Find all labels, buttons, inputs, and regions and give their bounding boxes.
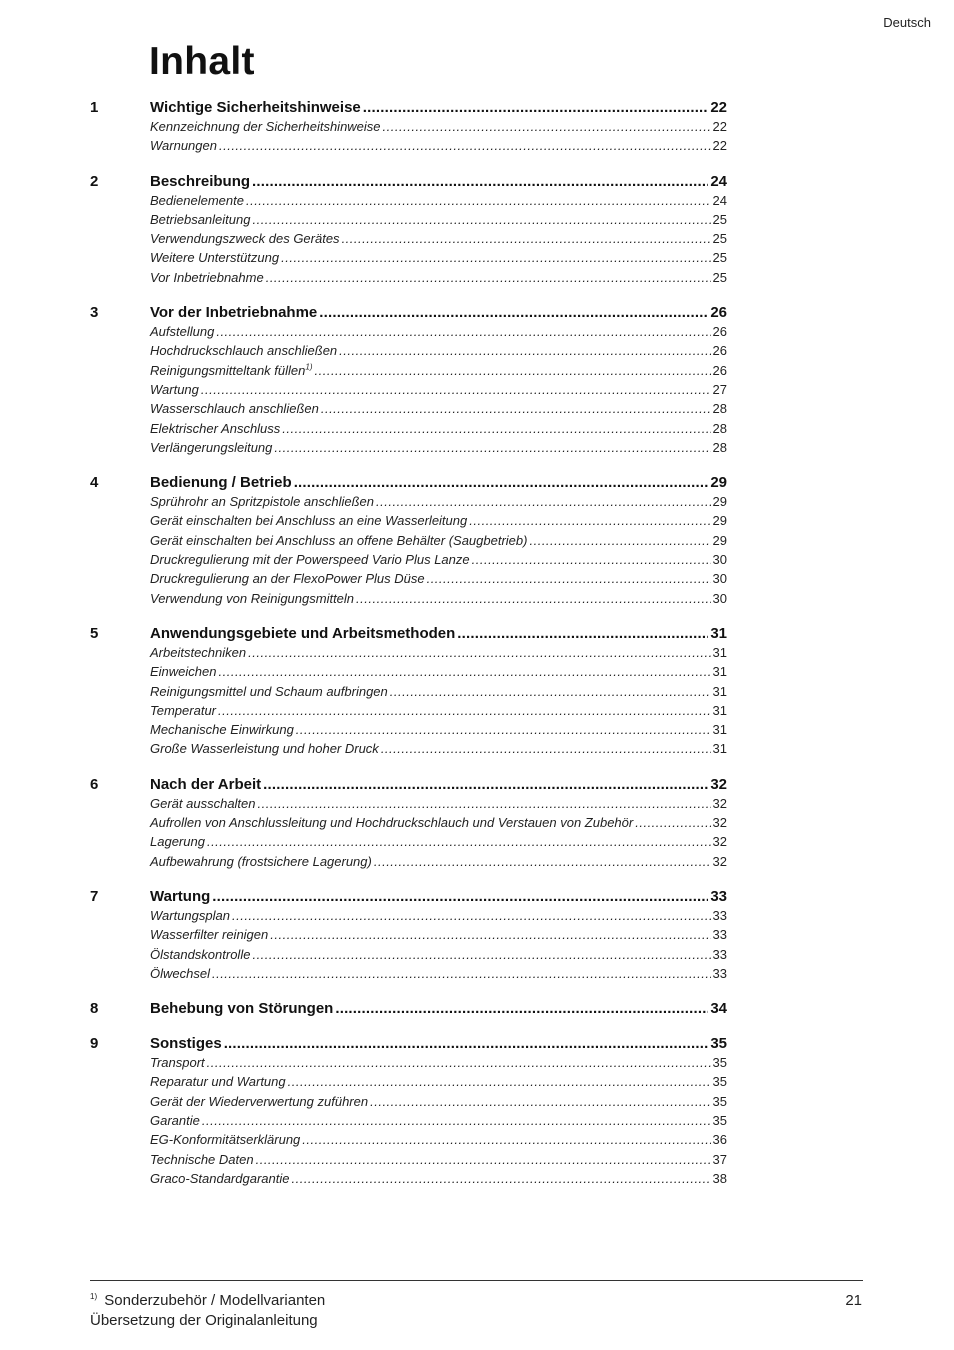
- toc-subentry[interactable]: [90, 440, 727, 459]
- subentry-page: 28: [712, 439, 727, 455]
- subentry-label: Druckregulierung mit der Powerspeed Vario Plus Lanze: [150, 552, 470, 568]
- toc-subentry[interactable]: [90, 343, 727, 362]
- subentry-page: 32: [712, 834, 727, 850]
- subentry-page: 29: [712, 494, 727, 510]
- subentry-title: [150, 138, 217, 153]
- subentry-label: Arbeitstechniken: [150, 644, 247, 660]
- translation-note: Übersetzung der Originalanleitung: [90, 1312, 318, 1329]
- subentry-title: [150, 440, 272, 455]
- toc-subentry[interactable]: [90, 684, 727, 703]
- subentry-title: [150, 231, 340, 246]
- subentry-page: 26: [712, 362, 727, 378]
- chapter-number: 9: [90, 1035, 99, 1053]
- leader-dots: [376, 494, 711, 509]
- subentry-title: [150, 741, 379, 756]
- subentry-label: Ölstandskontrolle: [150, 946, 251, 962]
- leader-dots: [201, 382, 711, 397]
- chapter-number: 5: [90, 624, 99, 642]
- subentry-page: 25: [712, 269, 727, 285]
- leader-dots: [315, 363, 711, 378]
- chapter-page: 22: [710, 99, 727, 116]
- toc-subentry[interactable]: [90, 231, 727, 250]
- toc-subentry[interactable]: [90, 270, 727, 289]
- toc-subentry[interactable]: [90, 703, 727, 722]
- subentry-page: 35: [712, 1055, 727, 1071]
- subentry-page: 31: [712, 722, 727, 738]
- leader-dots: [374, 854, 711, 869]
- leader-dots: [294, 474, 709, 491]
- toc-subentry[interactable]: [90, 324, 727, 343]
- subentry-title: [150, 1055, 205, 1070]
- subentry-title: [150, 854, 372, 869]
- toc-section: [90, 304, 727, 459]
- subentry-label: Sprührohr an Spritzpistole anschließen: [150, 494, 375, 510]
- subentry-title: [150, 591, 354, 606]
- leader-dots: [219, 138, 711, 153]
- subentry-label: Gerät einschalten bei Anschluss an offene Behälter (Saugbetrieb): [150, 532, 528, 548]
- subentry-page: 35: [712, 1074, 727, 1090]
- leader-dots: [207, 1055, 711, 1070]
- subentry-label: Lagerung: [150, 834, 205, 850]
- subentry-label: Große Wasserleistung und hoher Druck: [150, 741, 379, 757]
- subentry-page: 27: [712, 381, 727, 397]
- subentry-label: Betriebsanleitung: [150, 211, 251, 227]
- subentry-page: 31: [712, 702, 727, 718]
- toc-chapter-entry[interactable]: [90, 625, 727, 645]
- toc-section: [90, 888, 727, 985]
- subentry-title: [150, 1171, 289, 1186]
- leader-dots: [319, 304, 708, 321]
- toc-subentry[interactable]: [90, 834, 727, 853]
- leader-dots: [339, 343, 710, 358]
- chapter-title: Wartung: [150, 887, 211, 905]
- subentry-page: 31: [712, 644, 727, 660]
- subentry-title: [150, 815, 633, 830]
- subentry-label: Gerät einschalten bei Anschluss an eine Wasserleitung: [150, 513, 468, 529]
- leader-dots: [472, 552, 711, 567]
- subentry-page: 29: [712, 513, 727, 529]
- toc-section: [90, 776, 727, 873]
- toc-subentry[interactable]: [90, 1074, 727, 1093]
- subentry-label: Bedienelemente: [150, 192, 244, 208]
- footnote-ref: 1): [305, 362, 313, 372]
- leader-dots: [383, 119, 711, 134]
- toc-subentry[interactable]: [90, 645, 727, 664]
- leader-dots: [302, 1132, 710, 1147]
- subentry-title: [150, 250, 279, 265]
- subentry-title: [150, 1113, 200, 1128]
- subentry-label: Transport: [150, 1055, 205, 1071]
- leader-dots: [370, 1094, 710, 1109]
- subentry-page: 31: [712, 664, 727, 680]
- subentry-label: Aufbewahrung (frostsichere Lagerung): [150, 853, 372, 869]
- subentry-page: 36: [712, 1132, 727, 1148]
- leader-dots: [635, 815, 710, 830]
- subentry-label: Reinigungsmitteltank füllen: [150, 362, 306, 378]
- subentry-title: [150, 382, 199, 397]
- chapter-number: 6: [90, 775, 99, 793]
- subentry-page: 22: [712, 119, 727, 134]
- toc-subentry[interactable]: [90, 854, 727, 873]
- subentry-label: Verwendungszweck des Gerätes: [150, 231, 340, 247]
- toc-chapter-entry[interactable]: [90, 776, 727, 796]
- toc-subentry[interactable]: [90, 927, 727, 946]
- chapter-number: 8: [90, 1000, 99, 1018]
- chapter-number: 7: [90, 887, 99, 905]
- toc-chapter-entry[interactable]: [90, 1000, 727, 1020]
- subentry-title: [150, 363, 313, 378]
- leader-dots: [256, 1152, 711, 1167]
- subentry-label: Einweichen: [150, 664, 217, 680]
- subentry-page: 26: [712, 343, 727, 359]
- chapter-page: 32: [710, 775, 727, 793]
- subentry-label: Weitere Unterstützung: [150, 250, 280, 266]
- subentry-page: 30: [712, 552, 727, 568]
- toc-subentry[interactable]: [90, 513, 727, 532]
- subentry-page: 30: [712, 590, 727, 606]
- leader-dots: [529, 533, 710, 548]
- subentry-title: [150, 533, 527, 548]
- toc-subentry[interactable]: [90, 138, 727, 157]
- leader-dots: [321, 401, 711, 416]
- toc-subentry[interactable]: [90, 947, 727, 966]
- chapter-page: 31: [710, 624, 727, 642]
- toc-chapter-entry[interactable]: [90, 173, 727, 193]
- chapter-title: Sonstiges: [150, 1035, 222, 1053]
- subentry-label: Wasserschlauch anschließen: [150, 401, 319, 417]
- toc-section: [90, 1035, 727, 1190]
- toc-subentry[interactable]: [90, 664, 727, 683]
- leader-dots: [252, 947, 710, 962]
- footnote: [90, 1292, 325, 1309]
- subentry-label: Aufrollen von Anschlussleitung und Hochdruckschlauch und Verstauen von Zubehör: [150, 815, 634, 831]
- chapter-title: Behebung von Störungen: [150, 1000, 334, 1018]
- subentry-label: Aufstellung: [150, 324, 215, 340]
- subentry-title: [150, 796, 256, 811]
- footnote-text: Sonderzubehör / Modellvarianten: [104, 1292, 326, 1309]
- subentry-page: 33: [712, 946, 727, 962]
- subentry-label: Hochdruckschlauch anschließen: [150, 343, 338, 359]
- toc-section: [90, 99, 727, 158]
- subentry-label: Druckregulierung an der FlexoPower Plus Düse: [150, 571, 425, 587]
- toc-subentry[interactable]: [90, 591, 727, 610]
- toc-subentry[interactable]: [90, 494, 727, 513]
- toc-subentry[interactable]: [90, 1152, 727, 1171]
- leader-dots: [263, 776, 708, 793]
- table-of-contents: [90, 99, 727, 1205]
- toc-subentry[interactable]: [90, 815, 727, 834]
- leader-dots: [216, 324, 710, 339]
- subentry-title: [150, 664, 217, 679]
- leader-dots: [288, 1074, 711, 1089]
- toc-subentry[interactable]: [90, 1132, 727, 1151]
- subentry-label: Verlängerungsleitung: [150, 439, 273, 455]
- toc-subentry[interactable]: [90, 1113, 727, 1132]
- subentry-title: [150, 703, 216, 718]
- toc-chapter-entry[interactable]: [90, 1035, 727, 1055]
- leader-dots: [270, 927, 710, 942]
- chapter-page: 26: [710, 304, 727, 322]
- subentry-page: 22: [712, 138, 727, 154]
- toc-subentry[interactable]: [90, 741, 727, 760]
- subentry-page: 25: [712, 250, 727, 266]
- subentry-label: Gerät ausschalten: [150, 795, 256, 811]
- leader-dots: [207, 834, 711, 849]
- toc-chapter-entry[interactable]: [90, 99, 727, 119]
- subentry-page: 32: [712, 853, 727, 869]
- subentry-label: EG-Konformitätserklärung: [150, 1132, 301, 1148]
- subentry-page: 25: [712, 231, 727, 247]
- chapter-number: 4: [90, 474, 99, 492]
- leader-dots: [427, 571, 711, 586]
- leader-dots: [282, 421, 710, 436]
- leader-dots: [212, 966, 711, 981]
- subentry-page: 32: [712, 795, 727, 811]
- subentry-page: 28: [712, 420, 727, 436]
- toc-subentry[interactable]: [90, 382, 727, 401]
- page-title: Inhalt: [149, 40, 255, 83]
- subentry-page: 33: [712, 907, 727, 923]
- subentry-label: Garantie: [150, 1112, 200, 1128]
- chapter-title: Wichtige Sicherheitshinweise: [150, 99, 361, 116]
- toc-section: [90, 173, 727, 289]
- leader-dots: [342, 231, 711, 246]
- toc-chapter-entry[interactable]: [90, 888, 727, 908]
- subentry-page: 30: [712, 571, 727, 587]
- subentry-title: [150, 193, 244, 208]
- subentry-page: 28: [712, 401, 727, 417]
- subentry-page: 24: [712, 192, 727, 208]
- leader-dots: [381, 741, 711, 756]
- subentry-label: Technische Daten: [150, 1151, 254, 1167]
- toc-subentry[interactable]: [90, 119, 727, 138]
- subentry-title: [150, 1152, 254, 1167]
- subentry-title: [150, 645, 246, 660]
- leader-dots: [356, 591, 710, 606]
- subentry-label: Wasserfilter reinigen: [150, 927, 269, 943]
- toc-section: [90, 474, 727, 610]
- toc-subentry[interactable]: [90, 250, 727, 269]
- subentry-title: [150, 552, 470, 567]
- footer-divider: [90, 1280, 863, 1281]
- subentry-page: 32: [712, 815, 727, 831]
- leader-dots: [457, 625, 708, 642]
- subentry-label: Graco-Standardgarantie: [150, 1170, 290, 1186]
- subentry-page: 33: [712, 965, 727, 981]
- page-number: 21: [845, 1292, 862, 1309]
- subentry-label: Verwendung von Reinigungsmitteln: [150, 590, 355, 606]
- toc-subentry[interactable]: [90, 1055, 727, 1074]
- leader-dots: [281, 250, 710, 265]
- leader-dots: [274, 440, 710, 455]
- subentry-title: [150, 324, 214, 339]
- chapter-number: 2: [90, 172, 99, 190]
- subentry-title: [150, 908, 230, 923]
- subentry-page: 35: [712, 1112, 727, 1128]
- subentry-label: Mechanische Einwirkung: [150, 722, 294, 738]
- subentry-label: Warnungen: [150, 138, 217, 154]
- subentry-page: 26: [712, 324, 727, 340]
- subentry-title: [150, 421, 280, 436]
- leader-dots: [469, 513, 710, 528]
- subentry-title: [150, 1132, 300, 1147]
- chapter-title: Beschreibung: [150, 172, 251, 190]
- subentry-title: [150, 513, 467, 528]
- leader-dots: [363, 99, 709, 116]
- subentry-title: [150, 966, 210, 981]
- leader-dots: [218, 703, 711, 718]
- subentry-page: 31: [712, 741, 727, 757]
- subentry-title: [150, 834, 205, 849]
- toc-section: [90, 625, 727, 761]
- subentry-label: Reparatur und Wartung: [150, 1074, 286, 1090]
- subentry-title: [150, 494, 374, 509]
- subentry-title: [150, 119, 381, 134]
- leader-dots: [335, 1000, 708, 1017]
- leader-dots: [390, 684, 711, 699]
- chapter-number: 3: [90, 304, 99, 322]
- subentry-title: [150, 684, 388, 699]
- toc-section: [90, 1000, 727, 1020]
- subentry-title: [150, 270, 264, 285]
- leader-dots: [291, 1171, 710, 1186]
- toc-subentry[interactable]: [90, 193, 727, 212]
- toc-subentry[interactable]: [90, 796, 727, 815]
- leader-dots: [212, 888, 708, 905]
- leader-dots: [266, 270, 711, 285]
- toc-subentry[interactable]: [90, 363, 727, 382]
- toc-subentry[interactable]: [90, 552, 727, 571]
- subentry-page: 33: [712, 927, 727, 943]
- subentry-title: [150, 1094, 368, 1109]
- subentry-label: Wartung: [150, 381, 199, 397]
- subentry-title: [150, 343, 337, 358]
- subentry-label: Kennzeichnung der Sicherheitshinweise: [150, 119, 381, 134]
- subentry-title: [150, 212, 250, 227]
- toc-subentry[interactable]: [90, 571, 727, 590]
- subentry-label: Wartungsplan: [150, 907, 230, 923]
- chapter-title: Nach der Arbeit: [150, 775, 262, 793]
- leader-dots: [246, 193, 711, 208]
- subentry-title: [150, 1074, 286, 1089]
- leader-dots: [296, 722, 711, 737]
- toc-subentry[interactable]: [90, 1171, 727, 1190]
- subentry-title: [150, 722, 294, 737]
- subentry-title: [150, 401, 319, 416]
- subentry-page: 29: [712, 532, 727, 548]
- subentry-title: [150, 927, 268, 942]
- subentry-title: [150, 571, 425, 586]
- chapter-page: 35: [710, 1035, 727, 1053]
- chapter-number: 1: [90, 99, 99, 116]
- subentry-page: 37: [712, 1151, 727, 1167]
- leader-dots: [248, 645, 710, 660]
- toc-subentry[interactable]: [90, 1094, 727, 1113]
- chapter-title: Bedienung / Betrieb: [150, 474, 292, 492]
- subentry-page: 25: [712, 211, 727, 227]
- chapter-title: Anwendungsgebiete und Arbeitsmethoden: [150, 624, 456, 642]
- toc-subentry[interactable]: [90, 966, 727, 985]
- subentry-page: 38: [712, 1170, 727, 1186]
- subentry-page: 35: [712, 1093, 727, 1109]
- leader-dots: [258, 796, 711, 811]
- chapter-page: 34: [710, 1000, 727, 1018]
- toc-subentry[interactable]: [90, 533, 727, 552]
- toc-subentry[interactable]: [90, 401, 727, 420]
- chapter-page: 33: [710, 887, 727, 905]
- subentry-label: Temperatur: [150, 702, 216, 718]
- toc-chapter-entry[interactable]: [90, 474, 727, 494]
- toc-subentry[interactable]: [90, 908, 727, 927]
- leader-dots: [252, 212, 710, 227]
- chapter-title: Vor der Inbetriebnahme: [150, 304, 318, 322]
- language-label: Deutsch: [883, 15, 931, 30]
- subentry-label: Gerät der Wiederverwertung zuführen: [150, 1093, 369, 1109]
- subentry-title: [150, 947, 250, 962]
- toc-chapter-entry[interactable]: [90, 304, 727, 324]
- leader-dots: [219, 664, 711, 679]
- leader-dots: [252, 173, 708, 190]
- subentry-label: Elektrischer Anschluss: [150, 420, 281, 436]
- leader-dots: [232, 908, 711, 923]
- leader-dots: [224, 1035, 709, 1052]
- toc-subentry[interactable]: [90, 212, 727, 231]
- chapter-page: 24: [710, 172, 727, 190]
- toc-subentry[interactable]: [90, 722, 727, 741]
- toc-subentry[interactable]: [90, 421, 727, 440]
- chapter-page: 29: [710, 474, 727, 492]
- footnote-marker: 1): [90, 1292, 98, 1301]
- subentry-label: Reinigungsmittel und Schaum aufbringen: [150, 683, 388, 699]
- subentry-label: Vor Inbetriebnahme: [150, 269, 264, 285]
- subentry-label: Ölwechsel: [150, 965, 210, 981]
- subentry-page: 31: [712, 683, 727, 699]
- leader-dots: [202, 1113, 711, 1128]
